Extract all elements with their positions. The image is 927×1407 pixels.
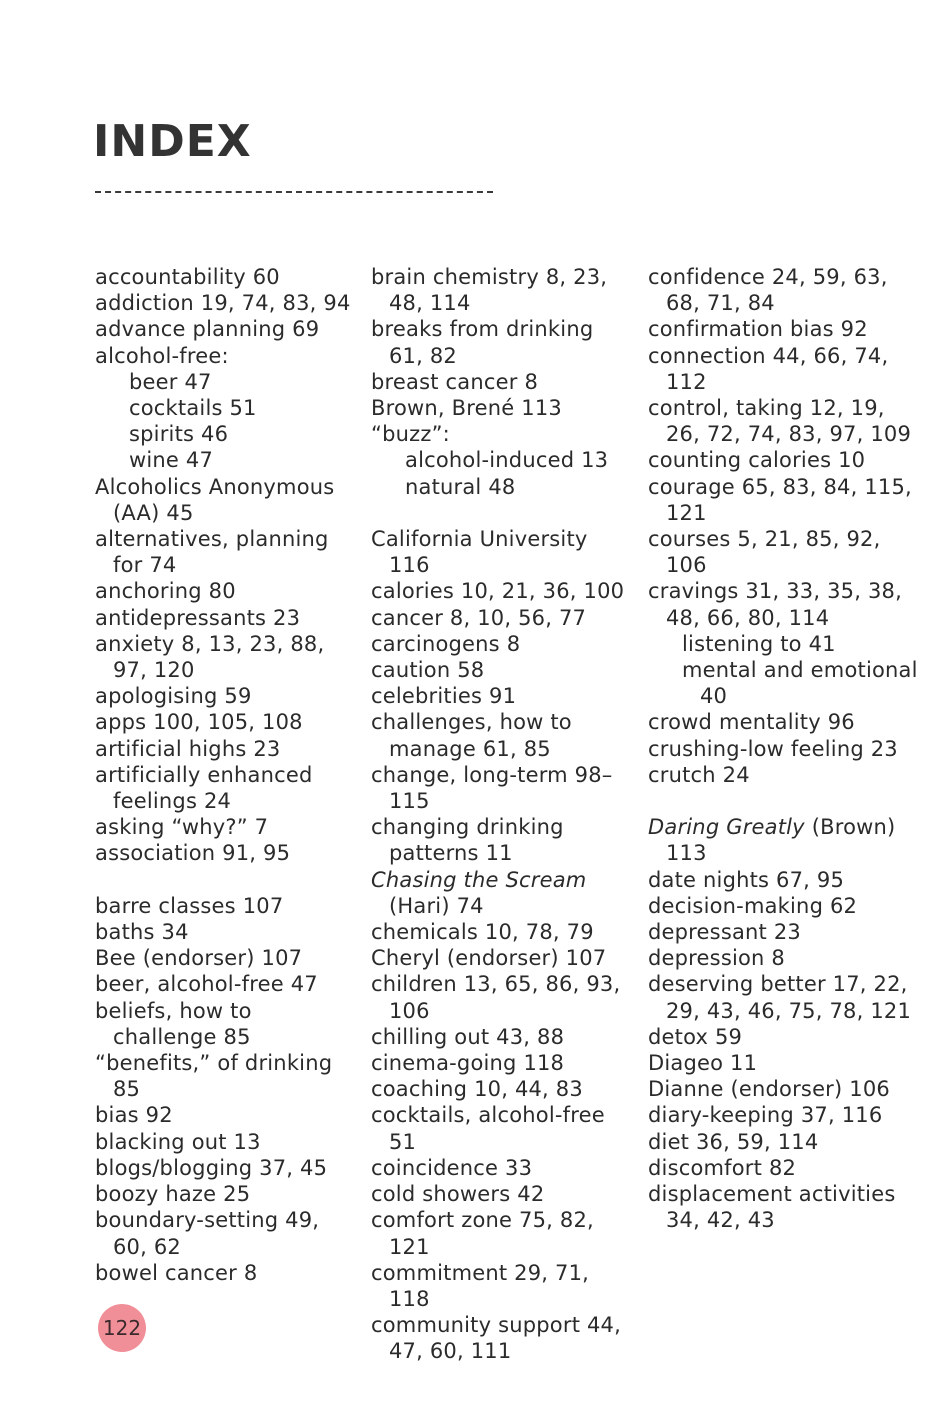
- index-entry-text: diet 36, 59, 114: [648, 1129, 819, 1154]
- index-entry-text: beliefs, how to challenge 85: [95, 998, 252, 1049]
- page-number-badge: 122: [98, 1304, 146, 1352]
- index-entry: [648, 526, 920, 578]
- index-column-3: [648, 264, 920, 1234]
- index-entry: [371, 631, 633, 657]
- index-entry: [371, 578, 633, 604]
- index-entry: [95, 526, 357, 578]
- index-entry-text: connection 44, 66, 74, 112: [648, 343, 889, 394]
- index-entry-text: artificial highs 23: [95, 736, 281, 761]
- index-entry-text: apologising 59: [95, 684, 252, 709]
- index-entry: [371, 683, 633, 709]
- index-entry: [648, 762, 920, 788]
- index-entry: [371, 605, 633, 631]
- index-entry-text: date nights 67, 95: [648, 867, 845, 892]
- index-entry-text: depression 8: [648, 946, 785, 971]
- index-entry-text: artificially enhanced feelings 24: [95, 762, 313, 814]
- index-entry: [648, 1050, 920, 1076]
- index-entry-text: crutch 24: [648, 762, 750, 787]
- index-entry: [648, 736, 920, 762]
- index-entry: [95, 343, 357, 369]
- index-entry-text: diary-keeping 37, 116: [648, 1103, 883, 1128]
- index-entry: [648, 1102, 920, 1128]
- index-entry: [95, 683, 357, 709]
- index-entry-text: “buzz”:: [371, 422, 450, 447]
- index-entry: [95, 1155, 357, 1181]
- index-entry-text: decision-making 62: [648, 893, 858, 918]
- index-entry: [648, 447, 920, 473]
- index-entry-text: detox 59: [648, 1024, 743, 1049]
- index-entry-text: association 91, 95: [95, 841, 291, 866]
- index-entry-text: cinema-going 118: [371, 1051, 565, 1076]
- index-entry: [371, 1312, 633, 1364]
- index-entry-text: challenges, how to manage 61, 85: [371, 710, 572, 761]
- index-entry: [648, 814, 920, 866]
- index-entry: [95, 605, 357, 631]
- index-entry-text: Brown, Brené 113: [371, 396, 562, 421]
- index-entry: [371, 945, 633, 971]
- index-entry-text: apps 100, 105, 108: [95, 710, 303, 735]
- index-entry-text: spirits 46: [129, 422, 229, 447]
- index-entry: [371, 1050, 633, 1076]
- index-entry-title: Chasing the Scream: [371, 867, 587, 892]
- index-entry-title: Daring Greatly: [648, 815, 805, 840]
- index-entry-text: coaching 10, 44, 83: [371, 1077, 583, 1102]
- index-entry-text: confidence 24, 59, 63, 68, 71, 84: [648, 265, 888, 316]
- index-subentry: [95, 421, 357, 447]
- index-entry: [648, 578, 920, 630]
- index-entry-text: depressant 23: [648, 920, 801, 945]
- index-entry-text: listening to 41: [682, 631, 836, 656]
- index-entry-text: baths 34: [95, 920, 189, 945]
- index-entry-text: antidepressants 23: [95, 605, 301, 630]
- index-entry-text: coincidence 33: [371, 1155, 533, 1180]
- index-column-1: [95, 264, 357, 1286]
- index-entry: [648, 1024, 920, 1050]
- index-entry-text: anxiety 8, 13, 23, 88, 97, 120: [95, 631, 325, 683]
- index-entry-text: Bee (endorser) 107: [95, 946, 303, 971]
- index-entry: [95, 919, 357, 945]
- index-entry-text: chilling out 43, 88: [371, 1024, 565, 1049]
- index-entry: [371, 762, 633, 814]
- index-entry: [95, 971, 357, 997]
- index-entry: [371, 709, 633, 761]
- index-entry-text: brain chemistry 8, 23, 48, 114: [371, 265, 608, 316]
- index-entry-text: cocktails 51: [129, 396, 257, 421]
- index-entry: [648, 1129, 920, 1155]
- letter-group-gap: [95, 867, 357, 893]
- index-entry-text: accountability 60: [95, 265, 280, 289]
- index-entry: [95, 578, 357, 604]
- index-entry: [648, 395, 920, 447]
- letter-group-gap: [648, 788, 920, 814]
- index-entry: [648, 316, 920, 342]
- index-entry: [371, 395, 633, 421]
- index-entry: [371, 1076, 633, 1102]
- index-entry: [95, 893, 357, 919]
- index-entry-text: blogs/blogging 37, 45: [95, 1155, 328, 1180]
- index-entry-text: breast cancer 8: [371, 369, 539, 394]
- index-entry: [648, 1155, 920, 1181]
- index-entry: [95, 736, 357, 762]
- index-entry: [95, 709, 357, 735]
- index-entry-text: cocktails, alcohol-free 51: [371, 1103, 605, 1154]
- index-entry: [95, 1050, 357, 1102]
- index-entry: [648, 971, 920, 1023]
- index-entry-text: chemicals 10, 78, 79: [371, 920, 594, 945]
- index-subentry: [648, 657, 920, 709]
- index-entry: [95, 1129, 357, 1155]
- index-entry-text: blacking out 13: [95, 1129, 261, 1154]
- index-entry-text: changing drinking patterns 11: [371, 815, 564, 866]
- index-entry-text: Dianne (endorser) 106: [648, 1077, 890, 1102]
- index-entry-text: alcohol-induced 13: [405, 448, 609, 473]
- index-entry-text: Alcoholics Anonymous (AA) 45: [95, 474, 335, 525]
- index-entry-text: children 13, 65, 86, 93, 106: [371, 972, 621, 1023]
- index-entry-text: courage 65, 83, 84, 115, 121: [648, 474, 912, 525]
- index-entry: [95, 1181, 357, 1207]
- index-entry: [95, 316, 357, 342]
- index-entry-text: Cheryl (endorser) 107: [371, 946, 607, 971]
- index-entry: [371, 1024, 633, 1050]
- index-entry-text: commitment 29, 71, 118: [371, 1260, 590, 1311]
- index-entry-text: crushing-low feeling 23: [648, 736, 898, 761]
- index-entry: [371, 1260, 633, 1312]
- index-entry-text: community support 44, 47, 60, 111: [371, 1313, 621, 1364]
- index-entry: [95, 290, 357, 316]
- index-entry-text: cravings 31, 33, 35, 38, 48, 66, 80, 114: [648, 579, 902, 630]
- index-entry-text: beer, alcohol-free 47: [95, 972, 318, 997]
- index-entry-text: celebrities 91: [371, 684, 517, 709]
- index-entry: [95, 762, 357, 814]
- index-entry-text: “benefits,” of drinking 85: [95, 1051, 333, 1102]
- index-entry-text: bowel cancer 8: [95, 1260, 258, 1285]
- index-entry: [648, 474, 920, 526]
- index-entry: [371, 264, 633, 316]
- index-entry-text: breaks from drinking 61, 82: [371, 317, 594, 368]
- index-entry: [648, 919, 920, 945]
- index-entry-text: confirmation bias 92: [648, 317, 868, 342]
- index-entry-text: crowd mentality 96: [648, 710, 855, 735]
- index-entry: [648, 867, 920, 893]
- index-entry-text: caution 58: [371, 658, 485, 683]
- index-entry-text: counting calories 10: [648, 448, 866, 473]
- index-entry: [95, 840, 357, 866]
- index-entry: [371, 526, 633, 578]
- index-entry: [371, 971, 633, 1023]
- index-subentry: [95, 447, 357, 473]
- index-subentry: [371, 474, 633, 500]
- index-entry: [648, 893, 920, 919]
- index-entry: [95, 474, 357, 526]
- index-entry-text: natural 48: [405, 474, 516, 499]
- index-entry-text: control, taking 12, 19, 26, 72, 74, 83, 97, 109: [648, 396, 912, 447]
- index-entry-text: California University 116: [371, 527, 588, 578]
- index-entry-text: carcinogens 8: [371, 631, 521, 656]
- index-entry: [648, 945, 920, 971]
- index-entry: [648, 1181, 920, 1233]
- index-entry-text: cancer 8, 10, 56, 77: [371, 605, 587, 630]
- index-entry: [95, 945, 357, 971]
- index-entry: [95, 814, 357, 840]
- index-entry-text: anchoring 80: [95, 579, 236, 604]
- index-entry: [371, 421, 633, 447]
- index-entry-text: asking “why?” 7: [95, 815, 269, 840]
- index-entry: [95, 998, 357, 1050]
- index-entry: [371, 316, 633, 368]
- index-entry-text: displacement activities 34, 42, 43: [648, 1182, 896, 1233]
- index-entry: [95, 1260, 357, 1286]
- index-entry-text: bias 92: [95, 1103, 173, 1128]
- index-entry-text: mental and emotional 40: [682, 658, 918, 709]
- index-entry: [371, 1155, 633, 1181]
- index-entry-text: boundary-setting 49, 60, 62: [95, 1208, 320, 1259]
- index-entry: [648, 343, 920, 395]
- index-entry: [95, 631, 357, 683]
- index-entry: [95, 1207, 357, 1259]
- index-entry: [371, 919, 633, 945]
- index-entry-text: advance planning 69: [95, 317, 320, 342]
- index-entry: [371, 369, 633, 395]
- index-entry-text: discomfort 82: [648, 1155, 797, 1180]
- index-entry: [371, 867, 633, 919]
- index-entry-text: (Brown) 113: [666, 815, 896, 866]
- index-entry: [371, 814, 633, 866]
- index-entry: [371, 1102, 633, 1154]
- index-entry: [648, 264, 920, 316]
- index-entry: [95, 1102, 357, 1128]
- index-entry: [371, 1207, 633, 1259]
- index-entry-text: Diageo 11: [648, 1051, 758, 1076]
- index-column-2: [371, 264, 633, 1365]
- index-entry-text: change, long-term 98–115: [371, 762, 613, 814]
- index-entry-text: barre classes 107: [95, 893, 284, 918]
- index-subentry: [648, 631, 920, 657]
- index-subentry: [95, 395, 357, 421]
- index-entry-text: calories 10, 21, 36, 100: [371, 579, 625, 604]
- index-entry: [371, 1181, 633, 1207]
- title-divider: [95, 191, 493, 193]
- index-entry-text: cold showers 42: [371, 1182, 545, 1207]
- index-entry: [371, 657, 633, 683]
- index-entry: [95, 264, 357, 290]
- index-subentry: [95, 369, 357, 395]
- index-entry-text: courses 5, 21, 85, 92, 106: [648, 527, 881, 578]
- index-entry-text: (Hari) 74: [389, 893, 484, 918]
- index-entry-text: comfort zone 75, 82, 121: [371, 1208, 594, 1259]
- index-entry: [648, 709, 920, 735]
- index-entry-text: wine 47: [129, 448, 214, 473]
- index-entry-text: alternatives, planning for 74: [95, 527, 329, 578]
- index-entry-text: alcohol-free:: [95, 343, 229, 368]
- index-entry-text: boozy haze 25: [95, 1182, 251, 1207]
- index-entry: [648, 1076, 920, 1102]
- letter-group-gap: [371, 500, 633, 526]
- index-entry-text: deserving better 17, 22, 29, 43, 46, 75, 78, 121: [648, 972, 912, 1023]
- index-entry-text: addiction 19, 74, 83, 94: [95, 291, 351, 316]
- page-title: INDEX: [93, 116, 252, 167]
- index-subentry: [371, 447, 633, 473]
- index-entry-text: beer 47: [129, 369, 212, 394]
